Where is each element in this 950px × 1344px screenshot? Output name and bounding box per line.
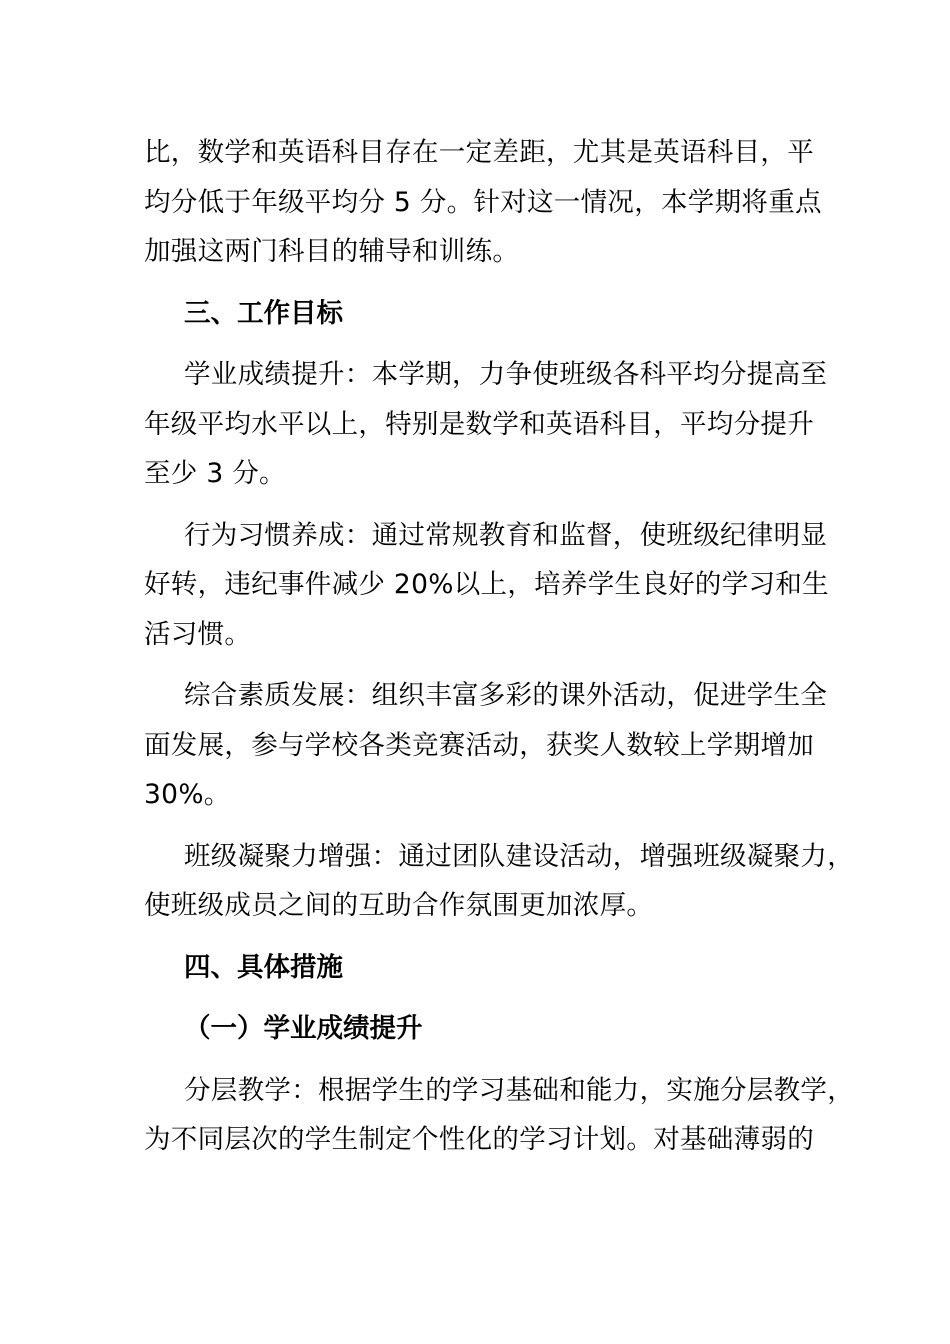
paragraph-measure-tiered: [144, 1066, 854, 1165]
text-line: 学业成绩提升：本学期，力争使班级各科平均分提高至: [184, 359, 828, 390]
subsection-heading-academic: （一）学业成绩提升: [184, 1013, 423, 1044]
section-heading-measures: 四、具体措施: [184, 951, 343, 983]
text-line: 使班级成员之间的互助合作氛围更加浓厚。: [144, 890, 654, 921]
paragraph-goal-quality: [144, 671, 834, 820]
text-line: 至少 3 分。: [144, 458, 286, 489]
text-line: 加强这两门科目的辅导和训练。: [144, 236, 520, 267]
text-line: 好转，违纪事件减少 20%以上，培养学生良好的学习和生: [144, 569, 829, 600]
document-page: [144, 128, 854, 1165]
paragraph-goal-cohesion: [144, 832, 854, 931]
text-line: 比，数学和英语科目存在一定差距，尤其是英语科目，平: [144, 137, 814, 168]
text-line: 综合素质发展：组织丰富多彩的课外活动，促进学生全: [184, 680, 828, 711]
text-line: 班级凝聚力增强：通过团队建设活动，增强班级凝聚力，: [184, 840, 854, 872]
text-line: 年级平均水平以上，特别是数学和英语科目，平均分提升: [144, 408, 814, 440]
text-line: 为不同层次的学生制定个性化的学习计划。对基础薄弱的: [144, 1124, 814, 1155]
text-line: 行为习惯养成：通过常规教育和监督，使班级纪律明显: [184, 519, 828, 551]
section-heading-goals: 三、工作目标: [184, 297, 343, 329]
paragraph-goal-behavior: [144, 511, 834, 660]
text-line: 活习惯。: [144, 618, 252, 650]
paragraph-goal-academic: [144, 350, 834, 499]
text-line: 面发展，参与学校各类竞赛活动，获奖人数较上学期增加: [144, 729, 814, 761]
text-line: 30%。: [144, 779, 231, 810]
text-line: 均分低于年级平均分 5 分。针对这一情况，本学期将重点: [144, 186, 822, 218]
text-line: 分层教学：根据学生的学习基础和能力，实施分层教学，: [184, 1074, 854, 1106]
paragraph-intro: [144, 128, 834, 277]
